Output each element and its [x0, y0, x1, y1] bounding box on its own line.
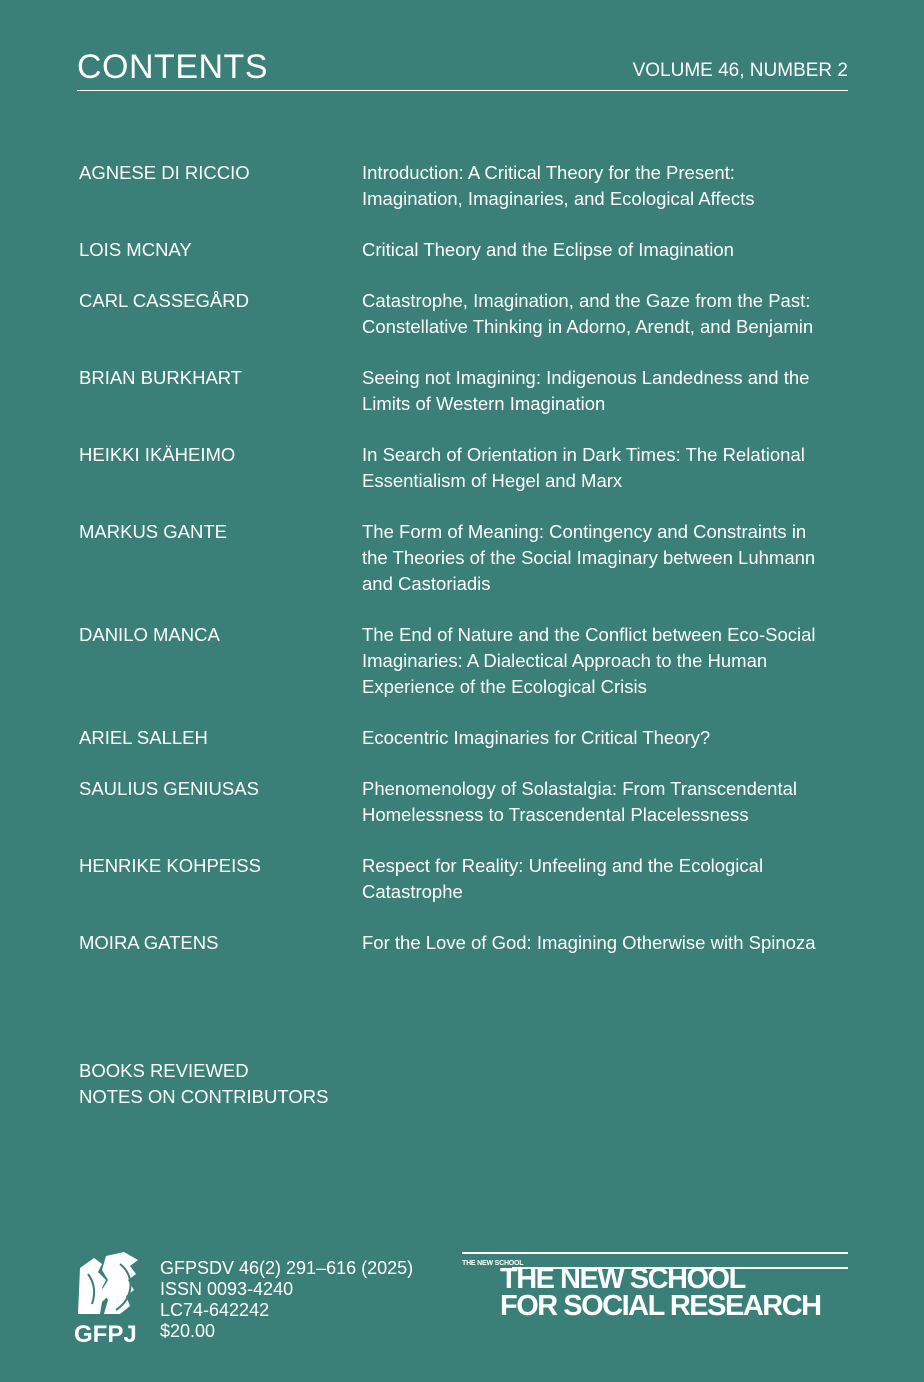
toc-entry	[79, 442, 854, 494]
entry-title	[362, 725, 854, 751]
entry-title	[362, 442, 854, 494]
entry-author: DANILO MANCA	[79, 624, 220, 645]
entry-title-line: Seeing not Imagining: Indigenous Landedness and the	[362, 367, 810, 388]
entry-author: BRIAN BURKHART	[79, 367, 243, 388]
lc-number: LC74-642242	[160, 1300, 270, 1320]
entry-title-line: Critical Theory and the Eclipse of Imagination	[362, 239, 734, 260]
toc-entry	[79, 237, 854, 263]
entry-title-line: The Form of Meaning: Contingency and Constraints in	[362, 521, 807, 542]
entry-title-line: Imaginaries: A Dialectical Approach to the Human	[362, 650, 768, 671]
toc-entry	[79, 776, 854, 828]
toc-entry	[79, 725, 854, 751]
notes-on-contributors: NOTES ON CONTRIBUTORS	[79, 1086, 329, 1107]
entry-title	[362, 776, 854, 828]
entry-title-line: For the Love of God: Imagining Otherwise with Spinoza	[362, 932, 816, 953]
entry-title	[362, 237, 854, 263]
toc-entry	[79, 853, 854, 905]
publisher-small-label: THE NEW SCHOOL	[462, 1260, 524, 1267]
entry-title-line: Phenomenology of Solastalgia: From Transcendental	[362, 778, 798, 799]
publisher-name-line1: THE NEW SCHOOL	[500, 1263, 745, 1295]
entry-title-line: Experience of the Ecological Crisis	[362, 676, 647, 697]
books-reviewed: BOOKS REVIEWED	[79, 1060, 249, 1081]
entry-title-line: Ecocentric Imaginaries for Critical Theory?	[362, 727, 711, 748]
entry-title-line: The End of Nature and the Conflict between Eco-Social	[362, 624, 816, 645]
entry-title	[362, 622, 854, 700]
toc-entry	[79, 365, 854, 417]
entry-title	[362, 160, 854, 212]
entry-title-line: the Theories of the Social Imaginary between Luhmann	[362, 547, 816, 568]
entry-title-line: Homelessness to Trascendental Placelessness	[362, 804, 749, 825]
gfpj-logo-icon	[72, 1250, 154, 1346]
publisher-name-line2: FOR SOCIAL RESEARCH	[500, 1290, 821, 1322]
entry-author: HENRIKE KOHPEISS	[79, 855, 261, 876]
entry-author: ARIEL SALLEH	[79, 727, 208, 748]
toc-entry	[79, 288, 854, 340]
toc-entry	[79, 160, 854, 212]
entry-author: MARKUS GANTE	[79, 521, 228, 542]
volume-number: VOLUME 46, NUMBER 2	[632, 60, 848, 81]
entry-title-line: and Castoriadis	[362, 573, 491, 594]
entry-title-line: Introduction: A Critical Theory for the Present:	[362, 162, 735, 183]
footer	[72, 1250, 848, 1350]
table-of-contents	[79, 160, 854, 981]
issn: ISSN 0093-4240	[160, 1279, 294, 1299]
entry-title-line: Imagination, Imaginaries, and Ecological Affects	[362, 188, 755, 209]
entry-title	[362, 930, 854, 956]
entry-title-line: Constellative Thinking in Adorno, Arendt, and Benjamin	[362, 316, 814, 337]
publication-info	[160, 1258, 413, 1342]
entry-author: HEIKKI IKÄHEIMO	[79, 444, 236, 465]
backmatter	[79, 1058, 328, 1110]
entry-title	[362, 365, 854, 417]
entry-title-line: Catastrophe, Imagination, and the Gaze from the Past:	[362, 290, 811, 311]
pub-code: GFPSDV 46(2) 291–616 (2025)	[160, 1258, 414, 1278]
entry-title-line: Limits of Western Imagination	[362, 393, 606, 414]
entry-title	[362, 519, 854, 597]
entry-title-line: Catastrophe	[362, 881, 463, 902]
page-title: CONTENTS	[77, 48, 268, 86]
entry-author: SAULIUS GENIUSAS	[79, 778, 259, 799]
logo-text: GFPJ	[74, 1321, 137, 1346]
entry-author: LOIS MCNAY	[79, 239, 192, 260]
toc-entry	[79, 930, 854, 956]
contents-header	[77, 44, 848, 91]
entry-title	[362, 853, 854, 905]
entry-title-line: Respect for Reality: Unfeeling and the Ecological	[362, 855, 764, 876]
entry-author: AGNESE DI RICCIO	[79, 162, 250, 183]
entry-title	[362, 288, 854, 340]
toc-entry	[79, 622, 854, 700]
publisher-rule	[462, 1252, 848, 1254]
entry-title-line: Essentialism of Hegel and Marx	[362, 470, 623, 491]
price: $20.00	[160, 1321, 216, 1341]
toc-entry	[79, 519, 854, 597]
entry-title-line: In Search of Orientation in Dark Times: The Relational	[362, 444, 805, 465]
entry-author: CARL CASSEGÅRD	[79, 290, 249, 311]
entry-author: MOIRA GATENS	[79, 932, 219, 953]
